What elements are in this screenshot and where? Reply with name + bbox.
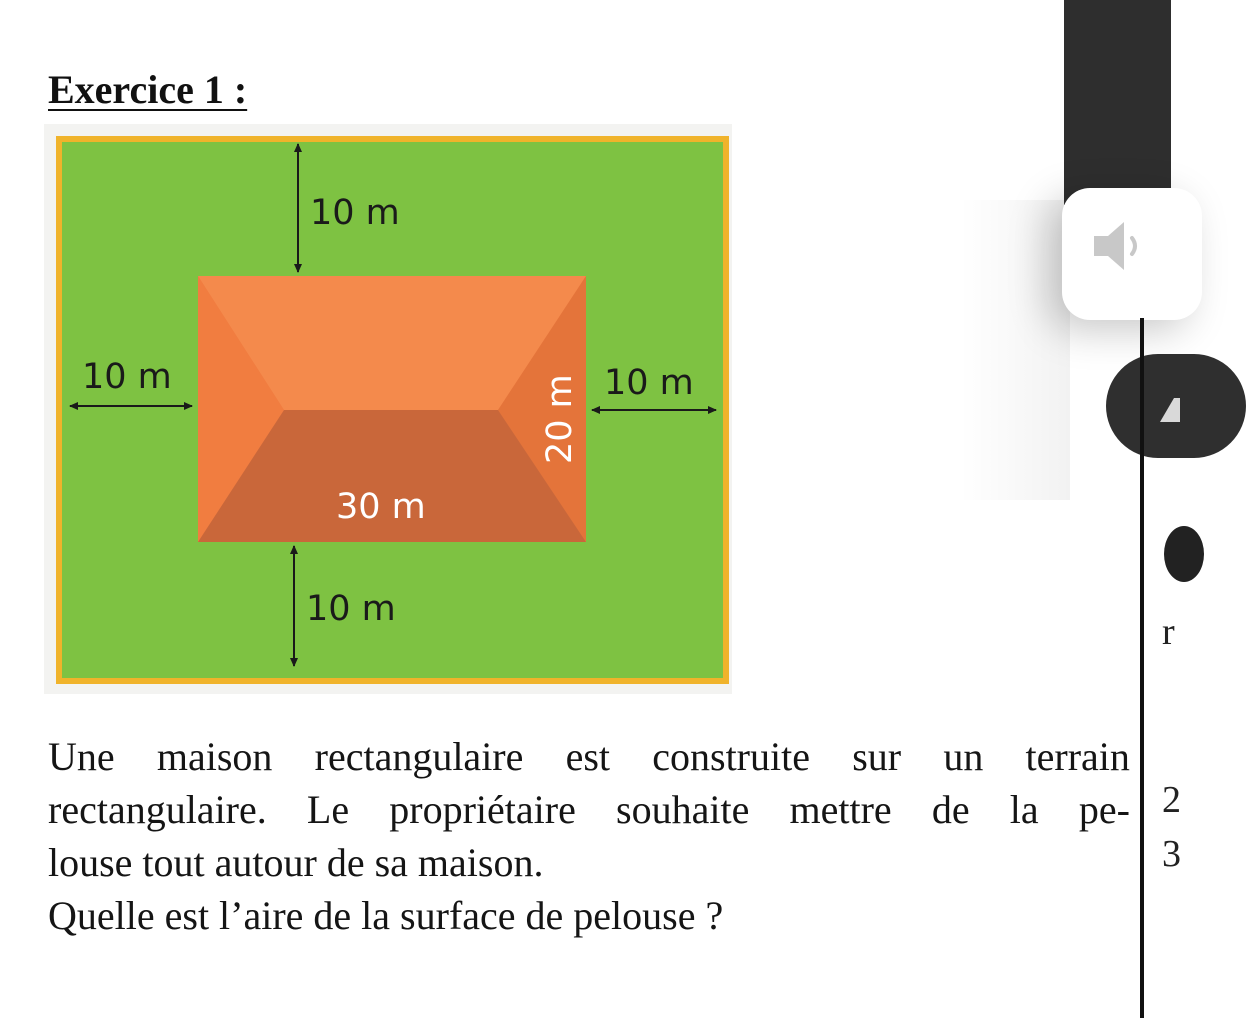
statement-line-2 bbox=[48, 783, 1130, 836]
speaker-icon[interactable] bbox=[1092, 218, 1152, 274]
word: rectangulaire bbox=[314, 734, 524, 779]
word: la bbox=[1009, 787, 1039, 832]
word: de bbox=[931, 787, 970, 832]
dark-header-panel bbox=[1064, 0, 1171, 205]
word: Une bbox=[48, 734, 115, 779]
label-bottom: 10 m bbox=[306, 589, 396, 629]
side-panel-fragment: 2 bbox=[1162, 779, 1181, 821]
word: Le bbox=[306, 787, 350, 832]
statement-line-1 bbox=[48, 730, 1130, 783]
panel-shadow bbox=[960, 200, 1070, 500]
word: mettre bbox=[789, 787, 892, 832]
label-top: 10 m bbox=[310, 193, 400, 233]
figure-svg bbox=[44, 124, 732, 694]
exercise-title: Exercice 1 : bbox=[48, 67, 248, 112]
house-figure bbox=[44, 124, 732, 694]
side-panel-divider bbox=[1140, 318, 1144, 1018]
word: un bbox=[943, 734, 984, 779]
question: Quelle est l’aire de la surface de pelouse ? bbox=[48, 893, 724, 938]
word: maison bbox=[156, 734, 273, 779]
word: sur bbox=[852, 734, 902, 779]
side-panel-circle bbox=[1164, 526, 1204, 582]
word: est bbox=[565, 734, 611, 779]
problem-statement bbox=[48, 730, 1138, 942]
label-left: 10 m bbox=[82, 357, 172, 397]
side-panel-fragment: 3 bbox=[1162, 833, 1181, 875]
label-house-width: 30 m bbox=[336, 487, 426, 527]
dark-pill-button[interactable] bbox=[1106, 354, 1246, 458]
word: propriétaire bbox=[389, 787, 576, 832]
word: pe- bbox=[1078, 787, 1130, 832]
statement-line-3: louse tout autour de sa maison. bbox=[48, 840, 544, 885]
word: souhaite bbox=[616, 787, 750, 832]
pill-glyph-icon bbox=[1160, 398, 1180, 422]
audio-card[interactable] bbox=[1062, 188, 1202, 320]
label-right: 10 m bbox=[604, 363, 694, 403]
word: construite bbox=[652, 734, 810, 779]
side-panel-fragment: r bbox=[1162, 611, 1175, 653]
label-house-height: 20 m bbox=[540, 374, 580, 464]
word: rectangulaire. bbox=[48, 787, 267, 832]
word: terrain bbox=[1025, 734, 1130, 779]
